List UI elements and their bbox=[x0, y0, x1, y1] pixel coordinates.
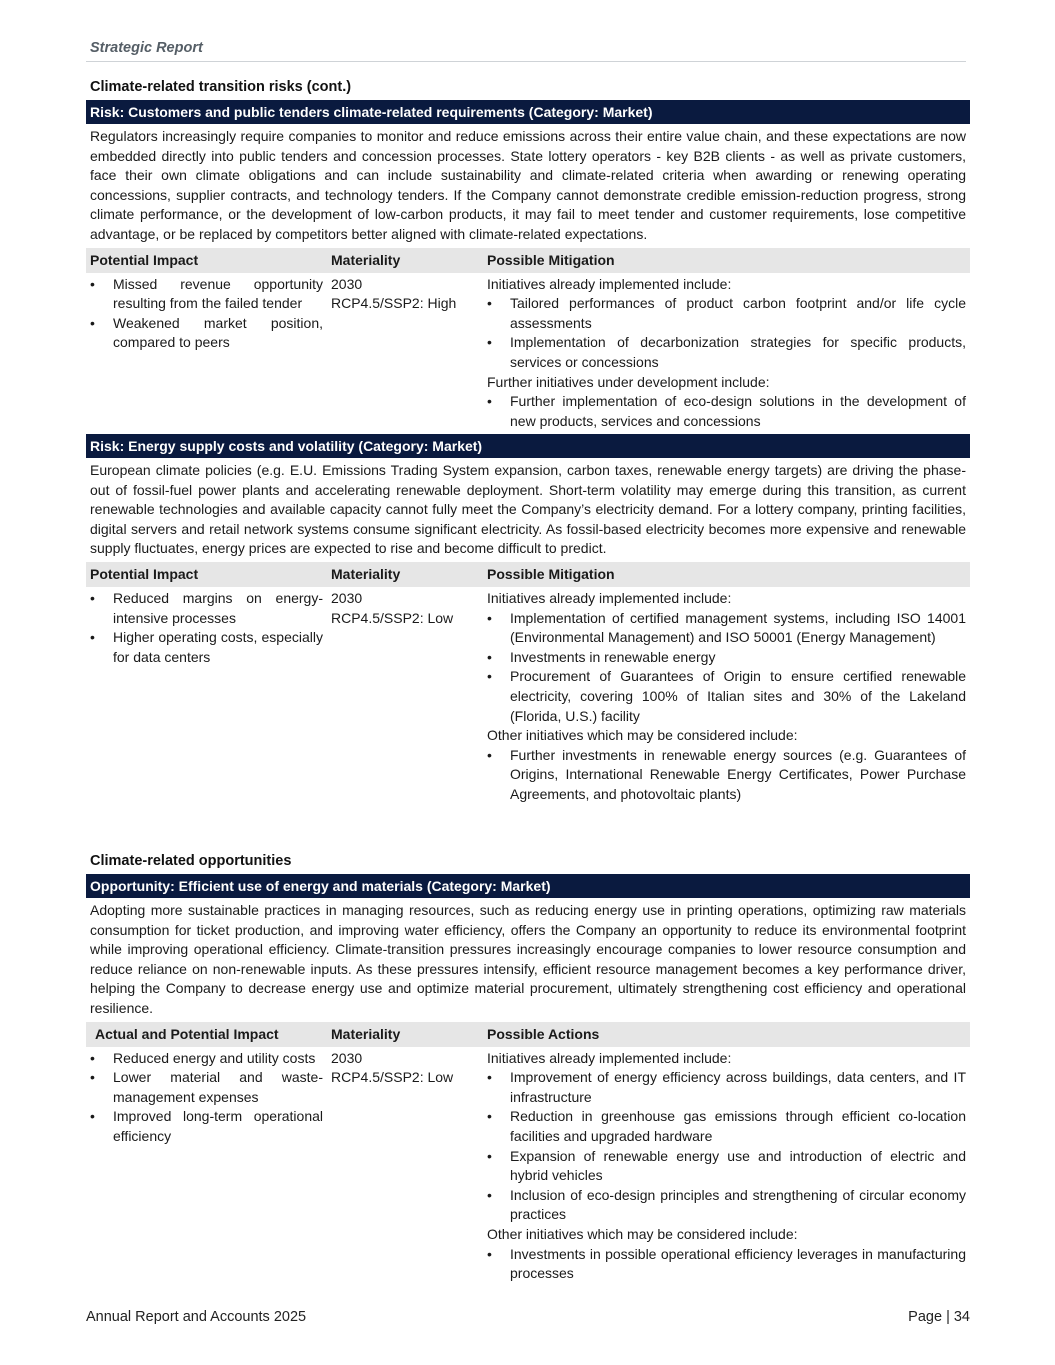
further-label: Further initiatives under development include: bbox=[487, 373, 770, 390]
risk-energy-supply bbox=[86, 434, 970, 805]
materiality-cell bbox=[327, 589, 483, 805]
impact-cell bbox=[86, 275, 327, 432]
header-impact: Actual and Potential Impact bbox=[95, 1025, 279, 1042]
table-header bbox=[86, 562, 970, 587]
risk-description: Regulators increasingly require companies to monitor and reduce emissions across their entire value chain, and these expectations are now embedded directly into public tenders and concession processes. State lottery operators - key B2B clients - as well as private customers, face their own climate obligations and can include sustainability and climate-related criteria when awarding or renewing operating concessions, supplier contracts, and technology tenders. If the Company cannot demonstrate credible emission-reduction progress, strong climate performance, or the development of low-carbon products, it may fail to meet tender and customer requirements, lose competitive advantage, or be replaced by competitors better aligned with climate-related expectations. bbox=[90, 128, 966, 242]
footer-report-title: Annual Report and Accounts 2025 bbox=[86, 1309, 307, 1325]
materiality-scenario: RCP4.5/SSP2: High bbox=[331, 295, 457, 312]
table-header bbox=[86, 1022, 970, 1047]
mitigation-item: • Tailored performances of product carbon footprint and/or life cycle assessments bbox=[487, 294, 966, 333]
impact-item: • Improved long-term operational efficiency bbox=[90, 1107, 323, 1146]
mitigation-item: • Procurement of Guarantees of Origin to ensure certified renewable electricity, covering 100% of Italian sites and 30% of the Lakeland (Florida, U.S.) facility bbox=[487, 667, 966, 726]
action-item: • Expansion of renewable energy use and introduction of electric and hybrid vehicles bbox=[487, 1147, 966, 1186]
materiality-year: 2030 bbox=[331, 589, 363, 606]
impact-item: • Higher operating costs, especially for data centers bbox=[90, 628, 323, 667]
opportunity-bar: Opportunity: Efficient use of energy and materials (Category: Market) bbox=[86, 874, 970, 898]
implemented-label: Initiatives already implemented include: bbox=[487, 589, 732, 606]
materiality-year: 2030 bbox=[331, 1049, 363, 1066]
further-label: Other initiatives which may be considered include: bbox=[487, 1225, 798, 1242]
risk-customers-tenders bbox=[86, 79, 970, 431]
mitigation-item: • Implementation of decarbonization strategies for specific products, services or concessions bbox=[487, 333, 966, 372]
risk-bar: Risk: Energy supply costs and volatility (Category: Market) bbox=[86, 434, 970, 458]
header-mitigation: Possible Mitigation bbox=[487, 565, 615, 582]
implemented-label: Initiatives already implemented include: bbox=[487, 1049, 732, 1066]
header-materiality: Materiality bbox=[331, 565, 401, 582]
header-impact: Potential Impact bbox=[90, 251, 199, 268]
running-head: Strategic Report bbox=[90, 40, 203, 56]
action-item: • Improvement of energy efficiency across buildings, data centers, and IT infrastructure bbox=[487, 1068, 966, 1107]
risk-description: European climate policies (e.g. E.U. Emissions Trading System expansion, carbon taxes, renewable energy targets) are driving the phase-out of fossil-fuel power plants and accelerating renewable deployment. Short-term volatility may emerge during this transition, as current renewable technologies and available capacity cannot fully meet the Company’s electricity demand. For a lottery company, printing facilities, digital servers and retail network systems consume significant electricity. As fossil-based electricity becomes more expensive and renewable supply fluctuates, energy prices are expected to rise and become difficult to predict. bbox=[90, 462, 966, 557]
header-materiality: Materiality bbox=[331, 1025, 401, 1042]
mitigation-item: • Investments in renewable energy bbox=[487, 648, 966, 668]
impact-item: • Lower material and waste-management expenses bbox=[90, 1068, 323, 1107]
header-mitigation: Possible Mitigation bbox=[487, 251, 615, 268]
action-item: • Reduction in greenhouse gas emissions through efficient co-location facilities and upgraded hardware bbox=[487, 1107, 966, 1146]
table-body bbox=[86, 1047, 970, 1284]
impact-item: • Reduced energy and utility costs bbox=[90, 1049, 323, 1069]
actions-cell bbox=[483, 1049, 970, 1284]
header-materiality: Materiality bbox=[331, 251, 401, 268]
section-title-opportunities: Climate-related opportunities bbox=[90, 853, 292, 869]
impact-item: • Reduced margins on energy-intensive processes bbox=[90, 589, 323, 628]
header-actions: Possible Actions bbox=[487, 1025, 600, 1042]
materiality-year: 2030 bbox=[331, 275, 363, 292]
materiality-cell bbox=[327, 275, 483, 432]
materiality-cell bbox=[327, 1049, 483, 1284]
table-body bbox=[86, 273, 970, 432]
footer-page-number: Page | 34 bbox=[908, 1309, 970, 1325]
mitigation-cell bbox=[483, 275, 970, 432]
table-body bbox=[86, 587, 970, 805]
mitigation-cell bbox=[483, 589, 970, 805]
further-label: Other initiatives which may be considered include: bbox=[487, 727, 798, 744]
impact-cell bbox=[86, 589, 327, 805]
opportunity-description: Adopting more sustainable practices in managing resources, such as reducing energy use in printing operations, optimizing raw materials consumption for ticket production, and improving water efficiency, offers the Company an opportunity to reduce its environmental footprint while improving operational efficiency. Climate-transition pressures increasingly encourage companies to lower resource consumption and reduce reliance on non-renewable inputs. As these pressures intensify, efficient resource management becomes a key performance driver, helping the Company to decrease energy use and optimize material procurement, ultimately strengthening cost efficiency and operational resilience. bbox=[90, 902, 966, 1016]
header-impact: Potential Impact bbox=[90, 565, 199, 582]
section-title-transition-risks: Climate-related transition risks (cont.) bbox=[90, 79, 352, 95]
table-header bbox=[86, 248, 970, 273]
impact-cell bbox=[86, 1049, 327, 1284]
implemented-label: Initiatives already implemented include: bbox=[487, 275, 732, 292]
mitigation-item: • Further implementation of eco-design solutions in the development of new products, services and concessions bbox=[487, 392, 966, 431]
action-item: • Investments in possible operational efficiency leverages in manufacturing processes bbox=[487, 1245, 966, 1284]
opportunity-efficient-use bbox=[86, 853, 970, 1284]
impact-item: • Weakened market position, compared to peers bbox=[90, 314, 323, 353]
mitigation-item: • Implementation of certified management systems, including ISO 14001 (Environmental Management) and ISO 50001 (Energy Management) bbox=[487, 609, 966, 648]
mitigation-item: • Further investments in renewable energy sources (e.g. Guarantees of Origins, International Renewable Energy Certificates, Power Purchase Agreements, and photovoltaic plants) bbox=[487, 746, 966, 805]
action-item: • Inclusion of eco-design principles and strengthening of circular economy practices bbox=[487, 1186, 966, 1225]
materiality-scenario: RCP4.5/SSP2: Low bbox=[331, 1069, 454, 1086]
header-divider bbox=[86, 61, 966, 62]
risk-bar: Risk: Customers and public tenders climate-related requirements (Category: Market) bbox=[86, 100, 970, 124]
impact-item: • Missed revenue opportunity resulting from the failed tender bbox=[90, 275, 323, 314]
materiality-scenario: RCP4.5/SSP2: Low bbox=[331, 609, 454, 626]
